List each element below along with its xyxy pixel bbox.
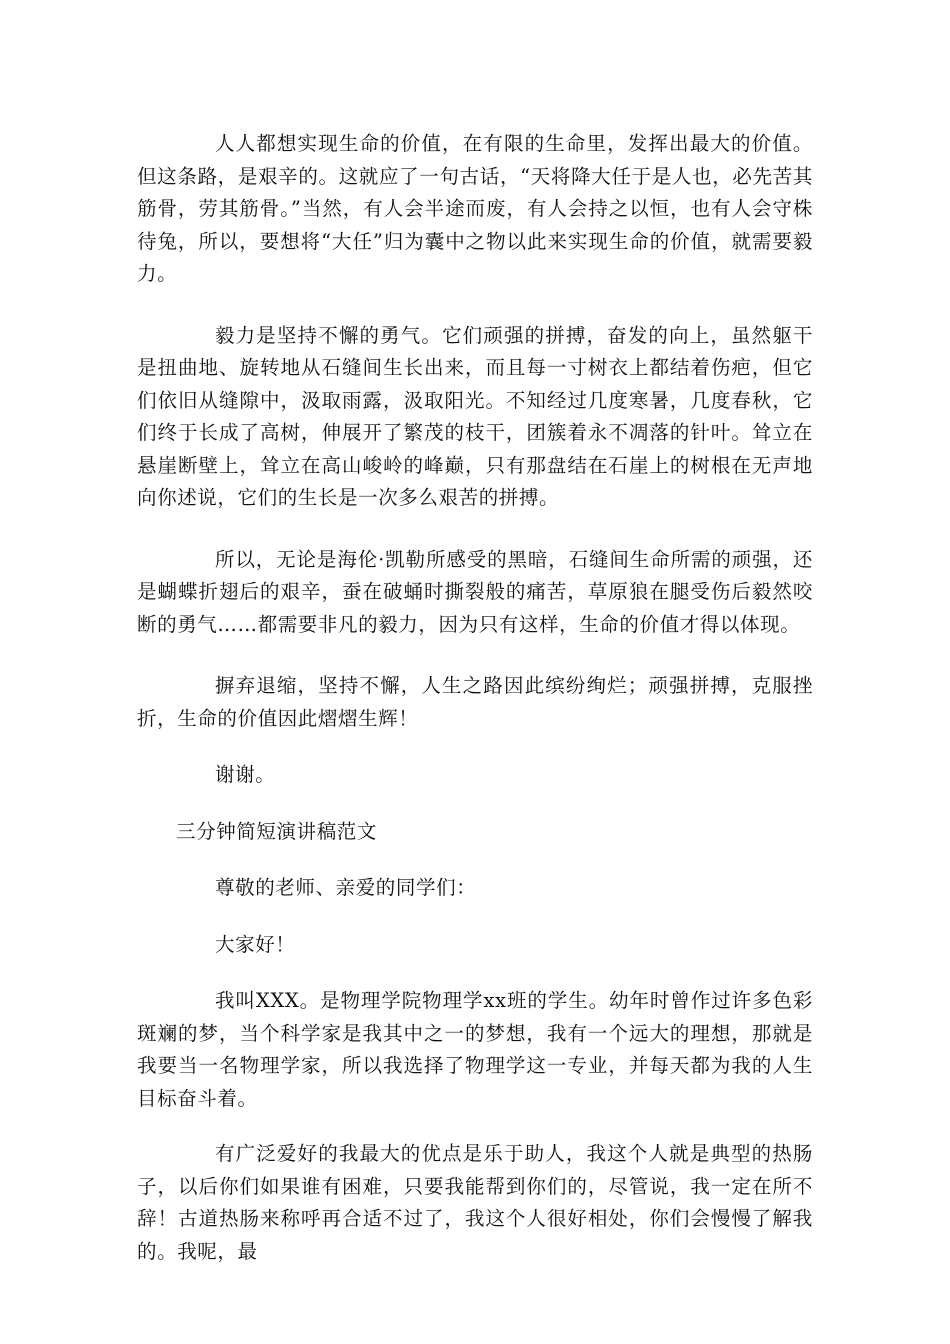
document-body <box>137 128 813 1268</box>
paragraph-hobbies: 有广泛爱好的我最大的优点是乐于助人，我这个人就是典型的热肠子，以后你们如果谁有困难，只要我能帮到你们的，尽管说，我一定在所不辞！古道热肠来称呼再合适不过了，我这个人很好相处，你们会慢慢了解我的。我呢，最 <box>137 1142 813 1263</box>
paragraph-perseverance: 毅力是坚持不懈的勇气。它们顽强的拼搏，奋发的向上，虽然躯干是扭曲地、旋转地从石缝间生长出来，而且每一寸树衣上都结着伤疤，但它们依旧从缝隙中，汲取雨露，汲取阳光。不知经过几度寒暑，几度春秋，它们终于长成了高树，伸展开了繁茂的枝干，团簇着永不凋落的针叶。耸立在悬崖断壁上，耸立在高山峻岭的峰巅，只有那盘结在石崖上的树根在无声地向你述说，它们的生长是一次多么艰苦的拼搏。 <box>137 323 813 509</box>
paragraph-thanks: 谢谢。 <box>215 763 276 786</box>
paragraph-conclusion: 摒弃退缩，坚持不懈，人生之路因此缤纷绚烂；顽强拼搏，克服挫折，生命的价值因此熠熠生辉！ <box>137 674 813 730</box>
paragraph-greeting: 大家好！ <box>215 932 296 956</box>
paragraph-introduction: 我叫XXX。是物理学院物理学xx班的学生。幼年时曾作过许多色彩斑斓的梦，当个科学家是我其中之一的梦想，我有一个远大的理想，那就是我要当一名物理学家，所以我选择了物理学这一专业，并每天都为我的人生目标奋斗着。 <box>137 989 813 1110</box>
paragraph-life-value: 人人都想实现生命的价值，在有限的生命里，发挥出最大的价值。但这条路，是艰辛的。这就应了一句古话，“天将降大任于是人也，必先苦其筋骨，劳其筋骨。”当然，有人会半途而废，有人会持之以恒，也有人会守株待兔，所以，要想将“大任”归为囊中之物以此来实现生命的价值，就需要毅力。 <box>137 132 813 285</box>
paragraph-salutation: 尊敬的老师、亲爱的同学们： <box>215 876 477 899</box>
section-heading: 三分钟简短演讲稿范文 <box>176 819 378 843</box>
paragraph-examples: 所以，无论是海伦·凯勒所感受的黑暗，石缝间生命所需的顽强，还是蝴蝶折翅后的艰辛，蚕在破蛹时撕裂般的痛苦，草原狼在腿受伤后毅然咬断的勇气……都需要非凡的毅力，因为只有这样，生命的价值才得以体现。 <box>137 547 813 636</box>
